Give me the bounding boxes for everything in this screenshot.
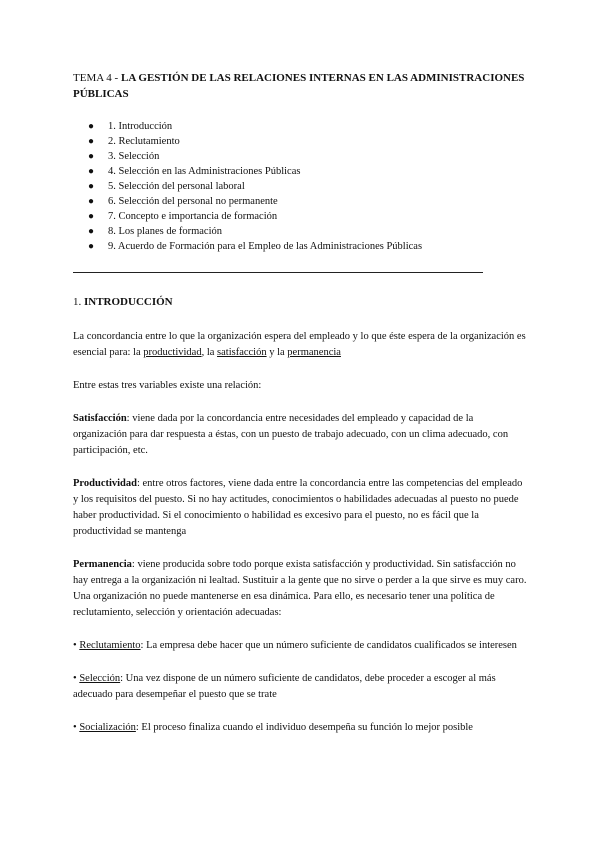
toc-item: ● 8. Los planes de formación <box>88 226 223 237</box>
toc-item: ● 4. Selección en las Administraciones Públicas <box>88 166 301 177</box>
term-permanencia: permanencia <box>287 347 341 358</box>
table-of-contents <box>73 119 528 254</box>
document-title: TEMA 4 - LA GESTIÓN DE LAS RELACIONES INTERNAS EN LAS ADMINISTRACIONES PÚBLICAS <box>73 72 525 100</box>
toc-item: ● 1. Introducción <box>88 121 173 132</box>
toc-item: ● 5. Selección del personal laboral <box>88 181 245 192</box>
horizontal-divider <box>73 272 483 273</box>
intro-paragraph: La concordancia entre lo que la organización espera del empleado y lo que éste espera de la organización es esencial para: la productividad, la satisfacción y la permanencia <box>73 331 526 358</box>
bullet-icon: ● <box>88 196 95 207</box>
toc-item: ● 6. Selección del personal no permanente <box>88 196 278 207</box>
bullet-icon: ● <box>88 136 95 147</box>
bullet-icon: ● <box>88 166 95 177</box>
permanencia-paragraph: Permanencia: viene producida sobre todo porque exista satisfacción y productividad. Sin satisfacción no hay entrega a la organización ni lealtad. Sustituir a la gente que no sirve o perder a la que sirve es muy caro. Una organización no puede mantenerse en esa dinámica. Para ello, es necesario tener una política de reclutamiento, selección y orientación adecuadas: <box>73 559 527 618</box>
relation-paragraph: Entre estas tres variables existe una relación: <box>73 380 262 391</box>
document-page <box>73 70 528 753</box>
bullet-icon: ● <box>88 121 95 132</box>
seleccion-item: • Selección: Una vez dispone de un número suficiente de candidatos, debe proceder a escoger al más adecuado para desempeñar el puesto que se trate <box>73 673 496 700</box>
bullet-icon: ● <box>88 241 95 252</box>
bullet-icon: ● <box>88 181 95 192</box>
productividad-paragraph: Productividad: entre otros factores, viene dada entre la concordancia entre las competencias del empleado y los requisitos del puesto. Si no hay actitudes, conocimientos o habilidades adecuadas al puesto no puede haber productividad. Si el conocimiento o habilidad es excesivo para el puesto, no es fácil que la productividad se mantenga <box>73 478 523 537</box>
toc-item: ● 2. Reclutamiento <box>88 136 180 147</box>
toc-item: ● 3. Selección <box>88 151 160 162</box>
toc-item: ● 7. Concepto e importancia de formación <box>88 211 278 222</box>
bullet-icon: ● <box>88 226 95 237</box>
socializacion-item: • Socialización: El proceso finaliza cuando el individuo desempeña su función lo mejor posible <box>73 722 473 733</box>
section-heading: 1. INTRODUCCIÓN <box>73 296 173 308</box>
term-satisfaccion: satisfacción <box>217 347 267 358</box>
satisfaccion-paragraph: Satisfacción: viene dada por la concordancia entre necesidades del empleado y capacidad de la organización para dar respuesta a éstas, con un puesto de trabajo adecuado, con un clima adecuado, con participación, etc. <box>73 413 509 456</box>
bullet-icon: ● <box>88 151 95 162</box>
toc-item: ● 9. Acuerdo de Formación para el Empleo de las Administraciones Públicas <box>88 241 423 252</box>
reclutamiento-item: • Reclutamiento: La empresa debe hacer que un número suficiente de candidatos cualificados se interesen <box>73 640 517 651</box>
bullet-icon: ● <box>88 211 95 222</box>
term-productividad: productividad <box>143 347 202 358</box>
